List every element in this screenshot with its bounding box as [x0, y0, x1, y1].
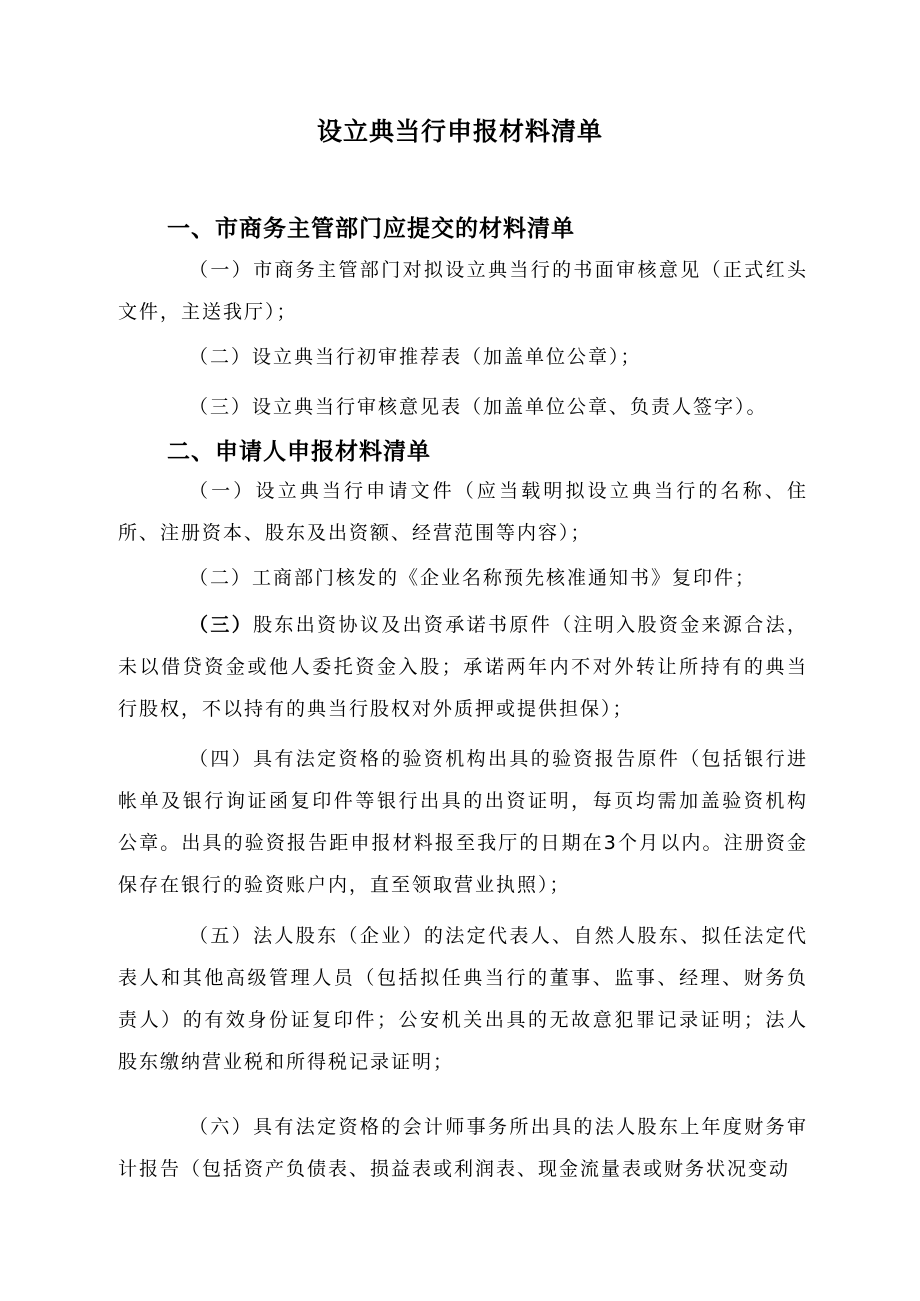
- list-item: （五）法人股东（企业）的法定代表人、自然人股东、拟任法定代表人和其他高级管理人员（包括拟任典当行的董事、监事、经理、财务负责人）的有效身份证复印件；公安机关出具的无故意犯罪记录证明；法人股东缴纳营业税和所得税记录证明；: [118, 925, 808, 1073]
- list-item: （二）设立典当行初审推荐表（加盖单位公章）；: [189, 346, 642, 368]
- item-text: 股东出资协议及出资承诺书原件（注明入股资金来源合法，未以借贷资金或他人委托资金入股；承诺两年内不对外转让所持有的典当行股权，不以持有的典当行股权对外质押或提供担保）；: [118, 614, 808, 720]
- list-item: （四）具有法定资格的验资机构出具的验资报告原件（包括银行进帐单及银行询证函复印件等银行出具的出资证明，每页均需加盖验资机构公章。出具的验资报告距申报材料报至我厅的日期在3个月以内。注册资金保存在银行的验资账户内，直至领取营业执照）；: [118, 748, 808, 896]
- list-item: （二）工商部门核发的《企业名称预先核准通知书》复印件；: [189, 567, 757, 589]
- list-item: （三）设立典当行审核意见表（加盖单位公章、负责人签字）。: [189, 396, 768, 418]
- page-title: 设立典当行申报材料清单: [316, 117, 603, 146]
- item-number: （三）: [189, 614, 254, 636]
- section-heading-2: 二、申请人申报材料清单: [167, 439, 431, 465]
- list-item: （一）市商务主管部门对拟设立典当行的书面审核意见（正式红头文件，主送我厅）；: [118, 259, 808, 323]
- section-heading-1: 一、市商务主管部门应提交的材料清单: [167, 216, 575, 242]
- list-item: （一）设立典当行申请文件（应当载明拟设立典当行的名称、住所、注册资本、股东及出资额、经营范围等内容）；: [118, 480, 808, 544]
- list-item: （六）具有法定资格的会计师事务所出具的法人股东上年度财务审计报告（包括资产负债表、损益表或利润表、现金流量表或财务状况变动: [118, 1116, 808, 1180]
- list-item: [118, 604, 808, 730]
